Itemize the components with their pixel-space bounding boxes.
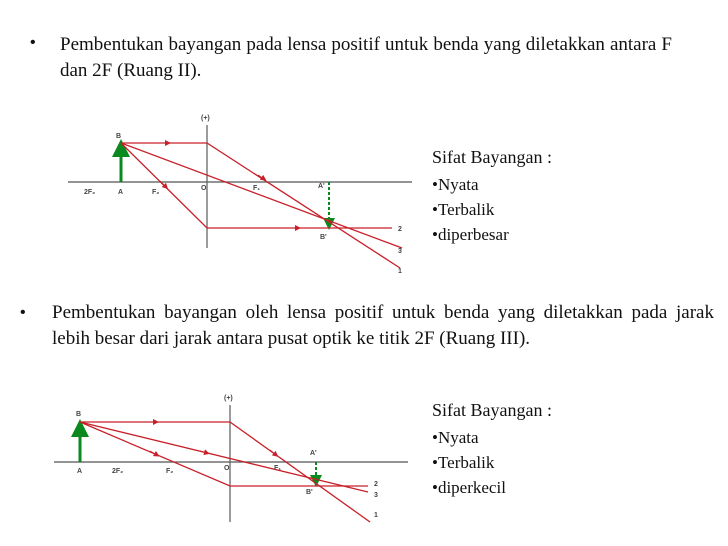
ray-label-1: 1 <box>374 512 378 519</box>
point-label-b: B <box>76 411 82 418</box>
property-item: •diperkecil <box>432 478 506 497</box>
axis-label-f1: F₁ <box>274 465 282 472</box>
axis-label-a: A <box>77 468 83 475</box>
properties-box-2 <box>432 398 552 500</box>
ray-label-2: 2 <box>398 226 402 233</box>
property-item: •Nyata <box>432 428 479 447</box>
ray-label-3: 3 <box>398 248 402 255</box>
property-item: •Terbalik <box>432 453 495 472</box>
property-item: •Nyata <box>432 175 479 194</box>
point-label-b-prime: B' <box>320 234 327 241</box>
property-item: •Terbalik <box>432 200 495 219</box>
ray-3 <box>80 422 368 486</box>
ray-label-2: 2 <box>374 481 378 488</box>
bullet-marker: • <box>20 304 26 321</box>
section-2-text: Pembentukan bayangan oleh lensa positif untuk benda yang diletakkan pada jarak lebih besar dari jarak antara pusat optik ke titik 2F (Ruang III). <box>52 302 714 349</box>
ray-1 <box>121 143 400 268</box>
axis-label-f1: F₁ <box>253 185 261 192</box>
axis-label-f2: F₂ <box>166 468 174 475</box>
lens-label: (+) <box>201 115 210 122</box>
axis-label-a: A <box>118 189 124 196</box>
ray-2 <box>80 422 368 492</box>
diagram-1 <box>68 115 412 275</box>
axis-label-f2: F₂ <box>152 189 160 196</box>
point-label-b-prime: B' <box>306 489 313 496</box>
ray-label-3: 3 <box>374 492 378 499</box>
ray-arrow <box>270 450 276 455</box>
point-label-b: B <box>116 133 122 140</box>
axis-label-o: O <box>201 185 207 192</box>
bullet-section-2 <box>20 300 714 386</box>
axis-label-2f2: 2F₂ <box>84 189 96 196</box>
properties-title: Sifat Bayangan : <box>432 400 552 420</box>
lens-label: (+) <box>224 395 233 402</box>
properties-title: Sifat Bayangan : <box>432 147 552 167</box>
property-item: •diperbesar <box>432 225 509 244</box>
bullet-marker: • <box>30 34 36 51</box>
ray-label-1: 1 <box>398 268 402 275</box>
axis-label-o: O <box>224 465 230 472</box>
axis-label-a-prime: A' <box>318 183 325 190</box>
axis-label-a-prime: A' <box>310 450 317 457</box>
axis-label-2f2: 2F₂ <box>112 468 124 475</box>
properties-box-1 <box>432 145 552 247</box>
diagram-2 <box>54 395 408 522</box>
ray-2 <box>121 143 402 248</box>
ray-1 <box>80 422 370 522</box>
section-1-text: Pembentukan bayangan pada lensa positif untuk benda yang diletakkan antara F dan 2F (Ruang II). <box>60 34 672 81</box>
